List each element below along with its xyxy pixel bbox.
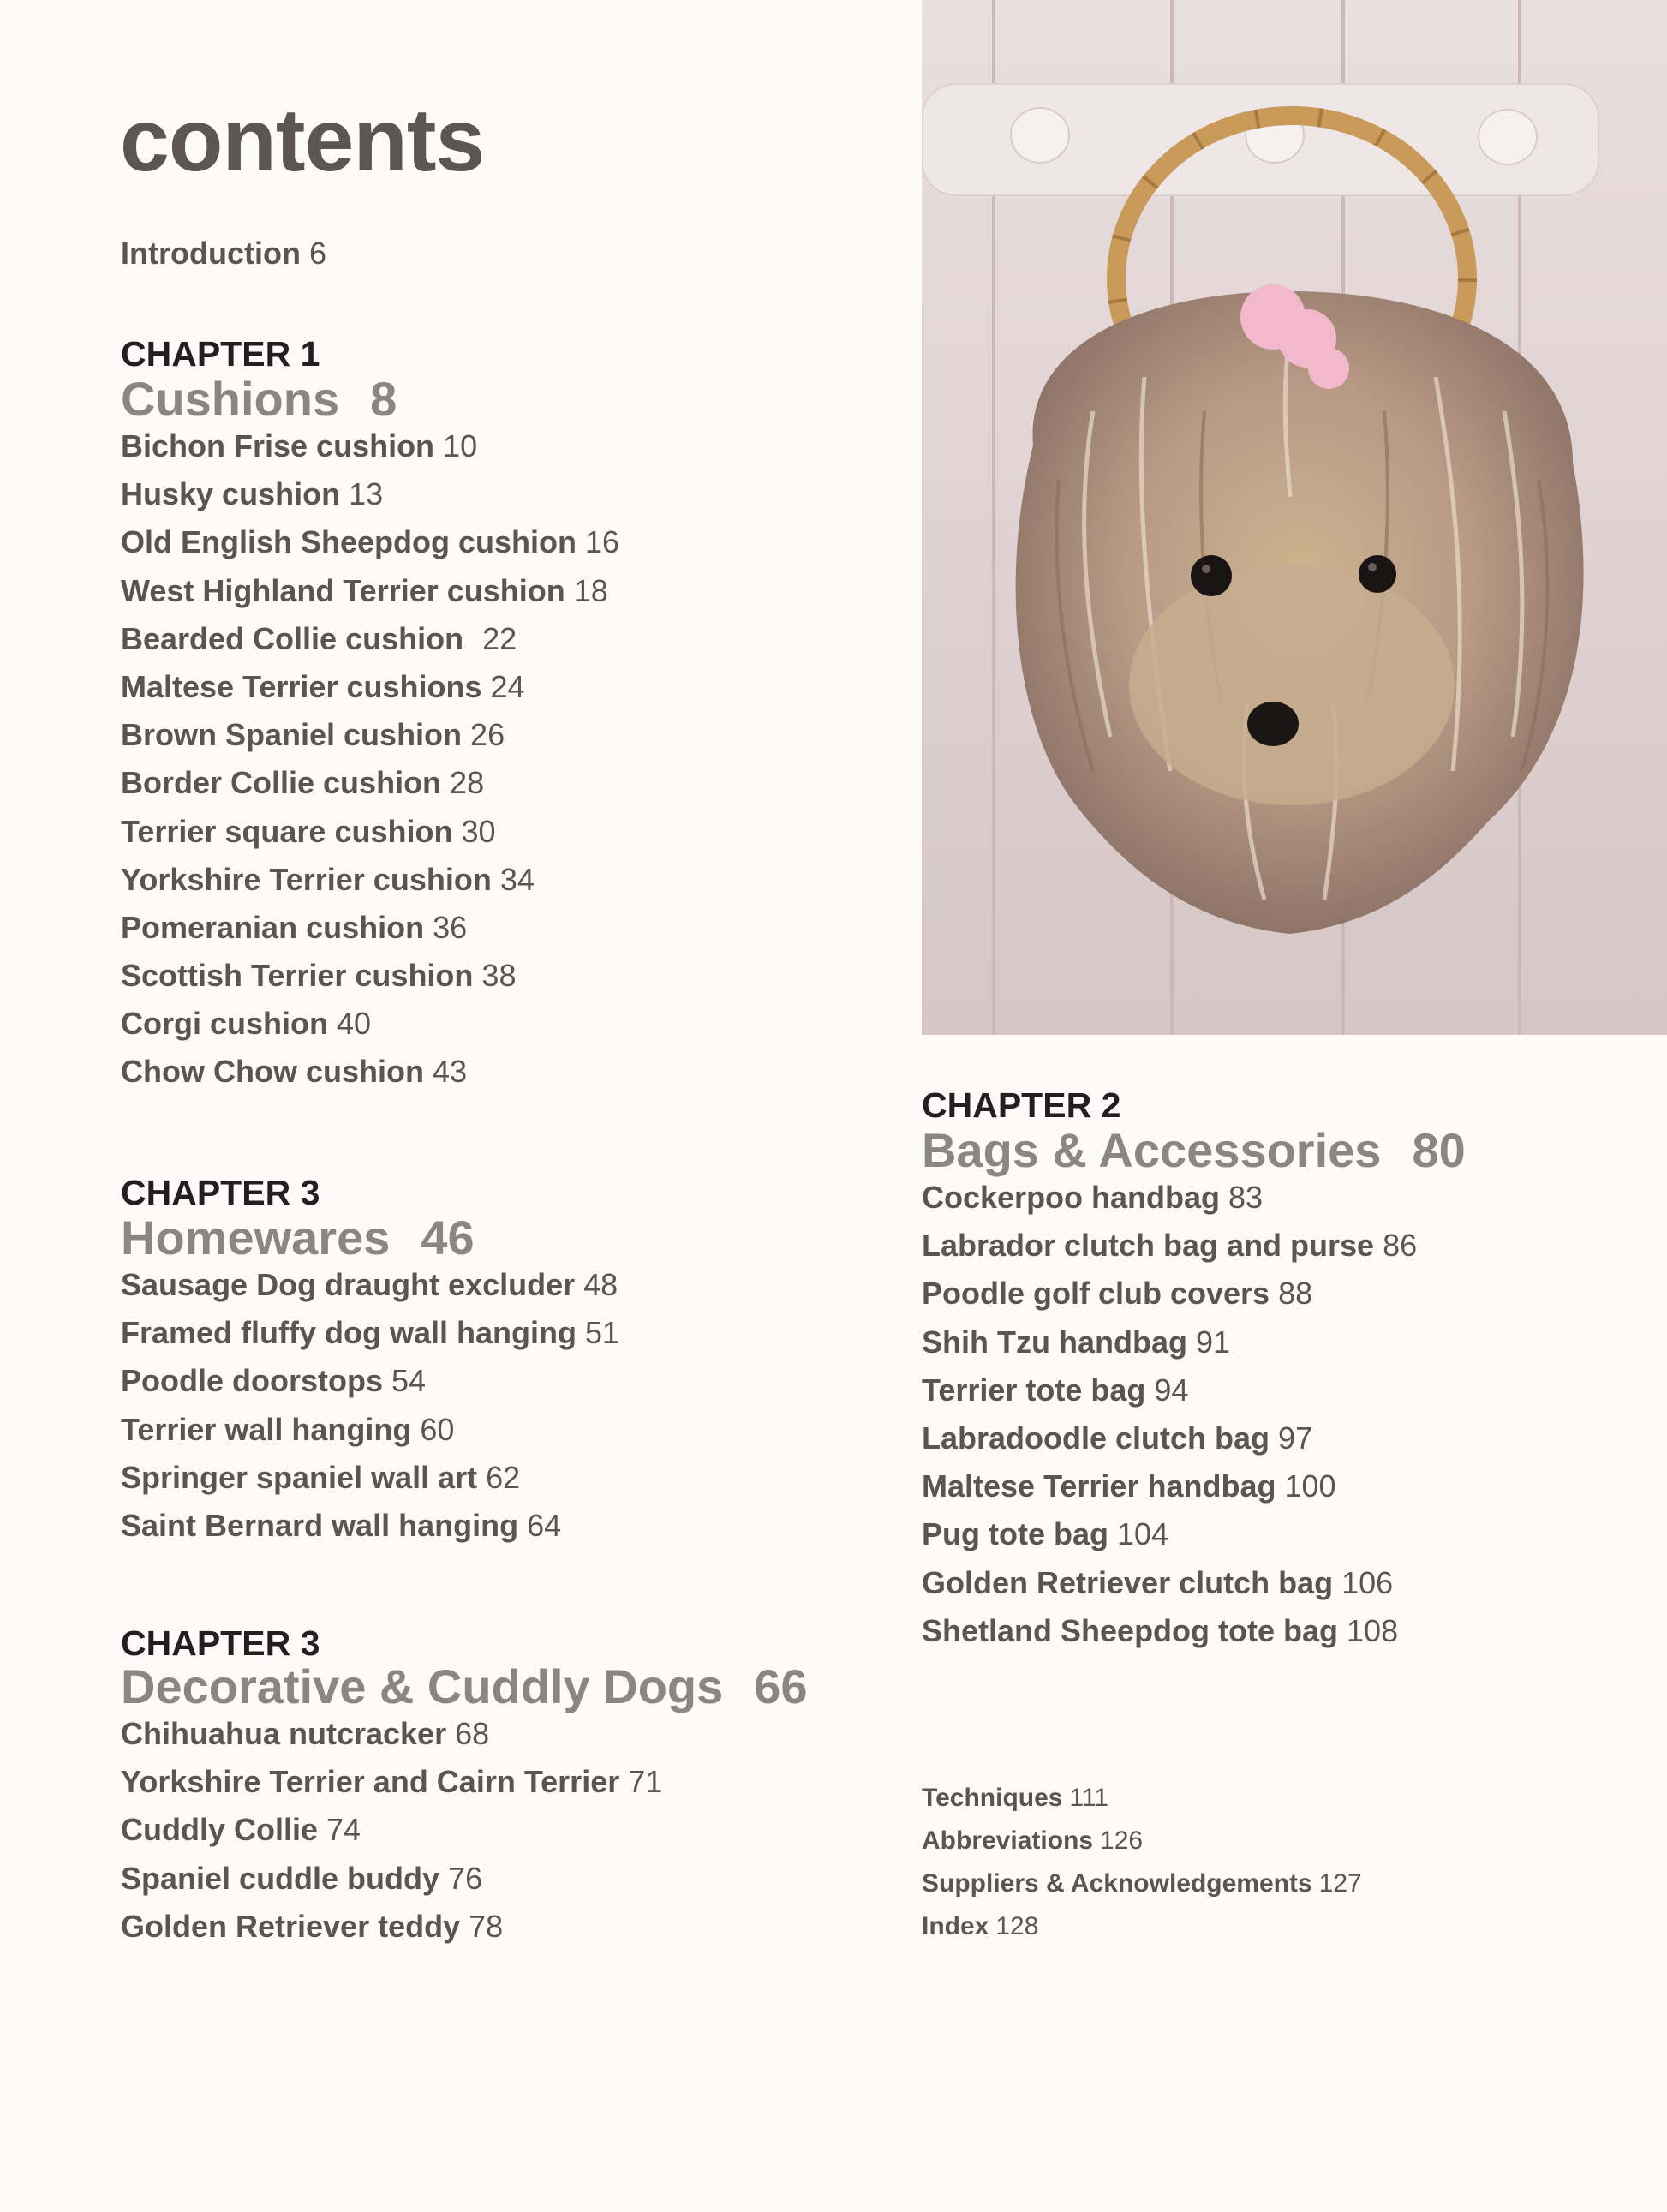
- entry-page: 88: [1278, 1276, 1313, 1312]
- entry-page: 10: [443, 428, 478, 463]
- section-title[interactable]: [121, 1211, 619, 1264]
- entry-page: 97: [1278, 1420, 1313, 1456]
- entry-page: 22: [482, 620, 517, 656]
- entry-page: 28: [450, 765, 485, 801]
- entry-label: Shih Tzu handbag: [922, 1324, 1187, 1360]
- entry-page: 108: [1347, 1612, 1399, 1648]
- entry-page: 104: [1117, 1516, 1169, 1552]
- toc-entry[interactable]: [121, 910, 619, 958]
- section-page: 66: [754, 1659, 808, 1713]
- entry-page: 106: [1341, 1564, 1394, 1600]
- hook-peg: [1011, 108, 1069, 163]
- toc-entry[interactable]: [121, 428, 619, 476]
- entry-page: 76: [448, 1860, 483, 1896]
- toc-entry[interactable]: [121, 1508, 619, 1556]
- eye-highlight: [1202, 565, 1210, 573]
- section-page: 8: [370, 372, 397, 426]
- toc-entry[interactable]: [121, 1054, 619, 1102]
- back-matter-list: [922, 1783, 1362, 1954]
- entry-list: [121, 1716, 808, 1957]
- entry-label: Husky cushion: [121, 476, 341, 512]
- entry-page: 54: [391, 1363, 427, 1399]
- entry-page: 128: [995, 1912, 1039, 1940]
- entry-list: [922, 1180, 1466, 1661]
- entry-label: Golden Retriever clutch bag: [922, 1564, 1334, 1600]
- toc-entry-introduction[interactable]: [121, 236, 326, 272]
- toc-entry[interactable]: [922, 1276, 1466, 1324]
- entry-page: 111: [1069, 1784, 1109, 1812]
- dog-muzzle: [1129, 565, 1455, 805]
- entry-page: 74: [326, 1812, 361, 1848]
- entry-label: Abbreviations: [922, 1826, 1094, 1855]
- entry-page: 34: [499, 861, 535, 897]
- toc-entry-index[interactable]: [922, 1911, 1362, 1954]
- entry-label: Bearded Collie cushion: [121, 620, 464, 656]
- toc-entry[interactable]: [121, 958, 619, 1006]
- entry-page: 68: [455, 1716, 490, 1751]
- chapter-decorative: [121, 1623, 808, 1957]
- entry-page: 30: [461, 813, 496, 849]
- toc-entry[interactable]: [922, 1324, 1466, 1372]
- toc-entry[interactable]: [121, 765, 619, 813]
- hook-peg: [1479, 110, 1537, 164]
- entry-label: Yorkshire Terrier cushion: [121, 861, 492, 897]
- entry-label: Pomeranian cushion: [121, 909, 425, 945]
- entry-page: 86: [1383, 1228, 1418, 1264]
- entry-page: 18: [573, 572, 608, 608]
- entry-label: Border Collie cushion: [121, 765, 442, 801]
- chapter-cushions: [121, 333, 619, 1103]
- toc-entry[interactable]: [922, 1420, 1466, 1468]
- entry-label: Labradoodle clutch bag: [922, 1420, 1270, 1456]
- entry-list: [121, 1267, 619, 1556]
- section-page: 80: [1412, 1123, 1466, 1177]
- toc-entry[interactable]: [121, 1267, 619, 1315]
- section-title-text: Bags & Accessories: [922, 1123, 1382, 1177]
- entry-label: Scottish Terrier cushion: [121, 958, 474, 994]
- entry-label: Bichon Frise cushion: [121, 428, 435, 463]
- toc-entry[interactable]: [121, 1812, 808, 1860]
- toc-entry[interactable]: [121, 717, 619, 765]
- dog-handbag-photo: [922, 0, 1667, 1035]
- entry-label: Cockerpoo handbag: [922, 1180, 1221, 1215]
- chapter-bags: [922, 1085, 1466, 1661]
- entry-label: Poodle golf club covers: [922, 1276, 1270, 1312]
- section-title-text: Decorative & Cuddly Dogs: [121, 1659, 724, 1713]
- section-title-text: Homewares: [121, 1211, 391, 1264]
- entry-page: 48: [583, 1267, 618, 1302]
- toc-entry[interactable]: [121, 621, 619, 669]
- entry-page: 24: [490, 668, 525, 704]
- entry-label: Terrier wall hanging: [121, 1411, 412, 1447]
- toc-entry[interactable]: [121, 1412, 619, 1460]
- entry-label: Maltese Terrier handbag: [922, 1468, 1276, 1504]
- entry-label: Introduction: [121, 236, 301, 271]
- page-title: contents: [120, 91, 485, 190]
- entry-label: Index: [922, 1912, 989, 1940]
- dog-nose: [1247, 702, 1299, 746]
- toc-entry[interactable]: [121, 524, 619, 572]
- entry-label: Saint Bernard wall hanging: [121, 1507, 519, 1543]
- entry-label: Terrier tote bag: [922, 1372, 1146, 1408]
- eye-highlight: [1368, 563, 1377, 571]
- entry-label: Framed fluffy dog wall hanging: [121, 1315, 577, 1351]
- toc-entry[interactable]: [922, 1228, 1466, 1276]
- entry-page: 83: [1228, 1180, 1264, 1215]
- toc-entry[interactable]: [121, 1716, 808, 1764]
- toc-entry-abbreviations[interactable]: [922, 1826, 1362, 1868]
- entry-label: Poodle doorstops: [121, 1363, 383, 1399]
- toc-entry-techniques[interactable]: [922, 1783, 1362, 1826]
- entry-page: 126: [1100, 1826, 1144, 1855]
- entry-label: Corgi cushion: [121, 1006, 328, 1042]
- chapter-label: CHAPTER 1: [121, 334, 320, 374]
- entry-label: Techniques: [922, 1784, 1063, 1812]
- entry-page: 13: [349, 476, 384, 512]
- entry-label: Springer spaniel wall art: [121, 1459, 478, 1495]
- entry-page: 38: [481, 958, 517, 994]
- entry-label: Golden Retriever teddy: [121, 1908, 461, 1944]
- toc-entry[interactable]: [922, 1613, 1466, 1661]
- chapter-homewares: [121, 1172, 619, 1556]
- entry-page: 51: [585, 1315, 620, 1351]
- toc-entry[interactable]: [121, 1315, 619, 1363]
- entry-page: 127: [1318, 1869, 1362, 1898]
- entry-label: Terrier square cushion: [121, 813, 453, 849]
- entry-label: Old English Sheepdog cushion: [121, 524, 577, 560]
- toc-entry[interactable]: [121, 1363, 619, 1411]
- chapter-label: CHAPTER 2: [922, 1085, 1121, 1125]
- entry-page: 36: [433, 909, 468, 945]
- entry-page: 6: [308, 236, 326, 271]
- entry-page: 78: [469, 1908, 504, 1944]
- toc-entry[interactable]: [121, 1909, 808, 1957]
- entry-page: 71: [628, 1764, 663, 1800]
- entry-label: Cuddly Collie: [121, 1812, 319, 1848]
- photo-illustration: [922, 0, 1667, 1035]
- entry-label: Shetland Sheepdog tote bag: [922, 1612, 1339, 1648]
- toc-entry[interactable]: [121, 476, 619, 524]
- entry-label: Labrador clutch bag and purse: [922, 1228, 1375, 1264]
- section-title[interactable]: [922, 1124, 1466, 1177]
- entry-label: Sausage Dog draught excluder: [121, 1267, 576, 1302]
- entry-page: 60: [420, 1411, 455, 1447]
- toc-entry[interactable]: [922, 1516, 1466, 1564]
- entry-label: Suppliers & Acknowledgements: [922, 1869, 1312, 1898]
- toc-entry[interactable]: [922, 1372, 1466, 1420]
- entry-label: West Highland Terrier cushion: [121, 572, 565, 608]
- toc-entry[interactable]: [121, 814, 619, 862]
- entry-label: Maltese Terrier cushions: [121, 668, 482, 704]
- toc-entry[interactable]: [922, 1468, 1466, 1516]
- entry-label: Spaniel cuddle buddy: [121, 1860, 440, 1896]
- entry-label: Pug tote bag: [922, 1516, 1108, 1552]
- entry-label: Chihuahua nutcracker: [121, 1716, 447, 1751]
- back-matter: [922, 1783, 1362, 1954]
- toc-entry[interactable]: [121, 1861, 808, 1909]
- section-title[interactable]: [121, 373, 619, 426]
- toc-entry[interactable]: [922, 1565, 1466, 1613]
- entry-page: 40: [337, 1006, 372, 1042]
- entry-list: [121, 428, 619, 1103]
- entry-label: Brown Spaniel cushion: [121, 717, 463, 753]
- toc-entry[interactable]: [121, 1460, 619, 1508]
- entry-label: Chow Chow cushion: [121, 1054, 424, 1090]
- entry-page: 64: [527, 1507, 562, 1543]
- toc-entry[interactable]: [121, 862, 619, 910]
- entry-label: Yorkshire Terrier and Cairn Terrier: [121, 1764, 620, 1800]
- entry-page: 100: [1284, 1468, 1336, 1504]
- entry-page: 16: [585, 524, 620, 560]
- toc-entry[interactable]: [121, 1764, 808, 1812]
- entry-page: 94: [1154, 1372, 1189, 1408]
- entry-page: 26: [470, 717, 505, 753]
- section-title[interactable]: [121, 1660, 808, 1713]
- toc-entry[interactable]: [121, 573, 619, 621]
- entry-page: 91: [1195, 1324, 1231, 1360]
- toc-entry-suppliers[interactable]: [922, 1868, 1362, 1911]
- section-page: 46: [421, 1211, 475, 1264]
- toc-entry[interactable]: [922, 1180, 1466, 1228]
- entry-page: 62: [486, 1459, 521, 1495]
- toc-entry[interactable]: [121, 669, 619, 717]
- section-title-text: Cushions: [121, 372, 340, 426]
- entry-page: 43: [432, 1054, 468, 1090]
- toc-entry[interactable]: [121, 1006, 619, 1054]
- dog-eye-right: [1359, 555, 1396, 593]
- dog-eye-left: [1191, 555, 1232, 596]
- chapter-label: CHAPTER 3: [121, 1623, 320, 1663]
- chapter-label: CHAPTER 3: [121, 1173, 320, 1212]
